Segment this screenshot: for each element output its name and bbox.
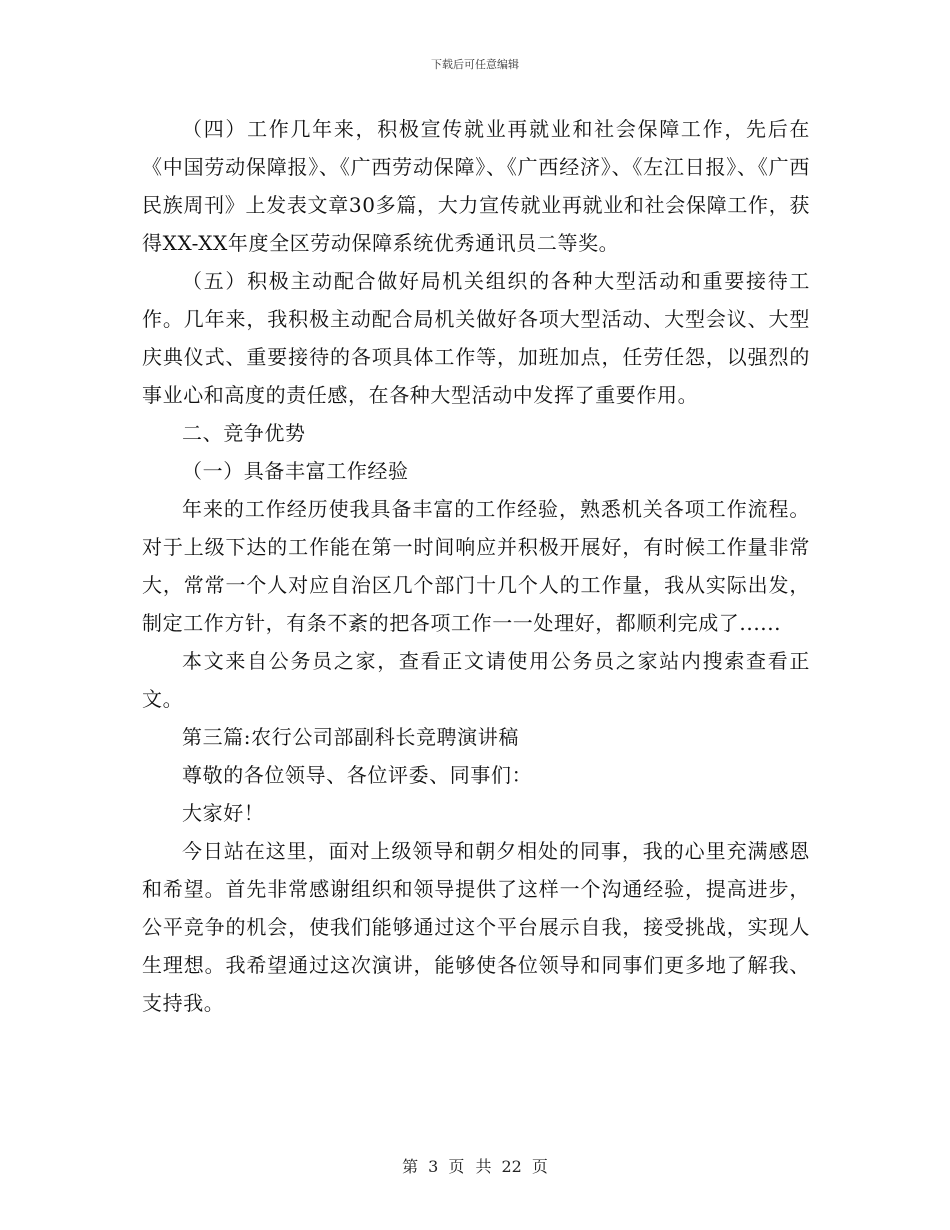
footer-middle: 页 共 bbox=[448, 1157, 492, 1176]
subheading-work-experience: （一）具备丰富工作经验 bbox=[182, 459, 409, 483]
paragraph-experience: 年来的工作经历使我具备丰富的工作经验，熟悉机关各项工作流程。对于上级下达的工作能在第一时间响应并积极开展好，有时候工作量非常大，常常一个人对应自治区几个部门十几个人的工作量，我从实际出发，制定工作方针，有条不紊的把各项工作一一处理好，都顺利完成了...... bbox=[142, 497, 810, 635]
paragraph-4: （四）工作几年来，积极宣传就业再就业和社会保障工作，先后在《中国劳动保障报》、《广西劳动保障》、《广西经济》、《左江日报》、《广西民族周刊》上发表文章30多篇，大力宣传就业再就业和社会保障工作，获得XX-XX年度全区劳动保障系统优秀通讯员二等奖。 bbox=[142, 117, 810, 255]
page-header: 下载后可任意编辑 bbox=[431, 58, 519, 71]
footer-total-pages: 22 bbox=[501, 1157, 522, 1176]
salutation: 尊敬的各位领导、各位评委、同事们： bbox=[182, 763, 533, 787]
footer-page-number: 3 bbox=[428, 1157, 439, 1176]
footer-suffix: 页 bbox=[531, 1157, 548, 1176]
paragraph-5: （五）积极主动配合做好局机关组织的各种大型活动和重要接待工作。几年来，我积极主动配合局机关做好各项大型活动、大型会议、大型庆典仪式、重要接待的各项具体工作等，加班加点，任劳任怨，以强烈的事业心和高度的责任感，在各种大型活动中发挥了重要作用。 bbox=[142, 269, 810, 407]
paragraph-intro: 今日站在这里，面对上级领导和朝夕相处的同事，我的心里充满感恩和希望。首先非常感谢组织和领导提供了这样一个沟通经验，提高进步，公平竞争的机会，使我们能够通过这个平台展示自我，接受挑战，实现人生理想。我希望通过这次演讲，能够使各位领导和同事们更多地了解我、支持我。 bbox=[142, 839, 810, 1015]
footer-prefix: 第 bbox=[402, 1157, 419, 1176]
greeting: 大家好！ bbox=[182, 801, 265, 825]
section-heading-competitive-advantage: 二、竞争优势 bbox=[182, 421, 306, 445]
document-body bbox=[142, 110, 810, 1022]
page-footer bbox=[0, 1154, 950, 1177]
article-title-third: 第三篇:农行公司部副科长竞聘演讲稿 bbox=[182, 725, 519, 749]
paragraph-source-note: 本文来自公务员之家，查看正文请使用公务员之家站内搜索查看正文。 bbox=[142, 649, 810, 711]
